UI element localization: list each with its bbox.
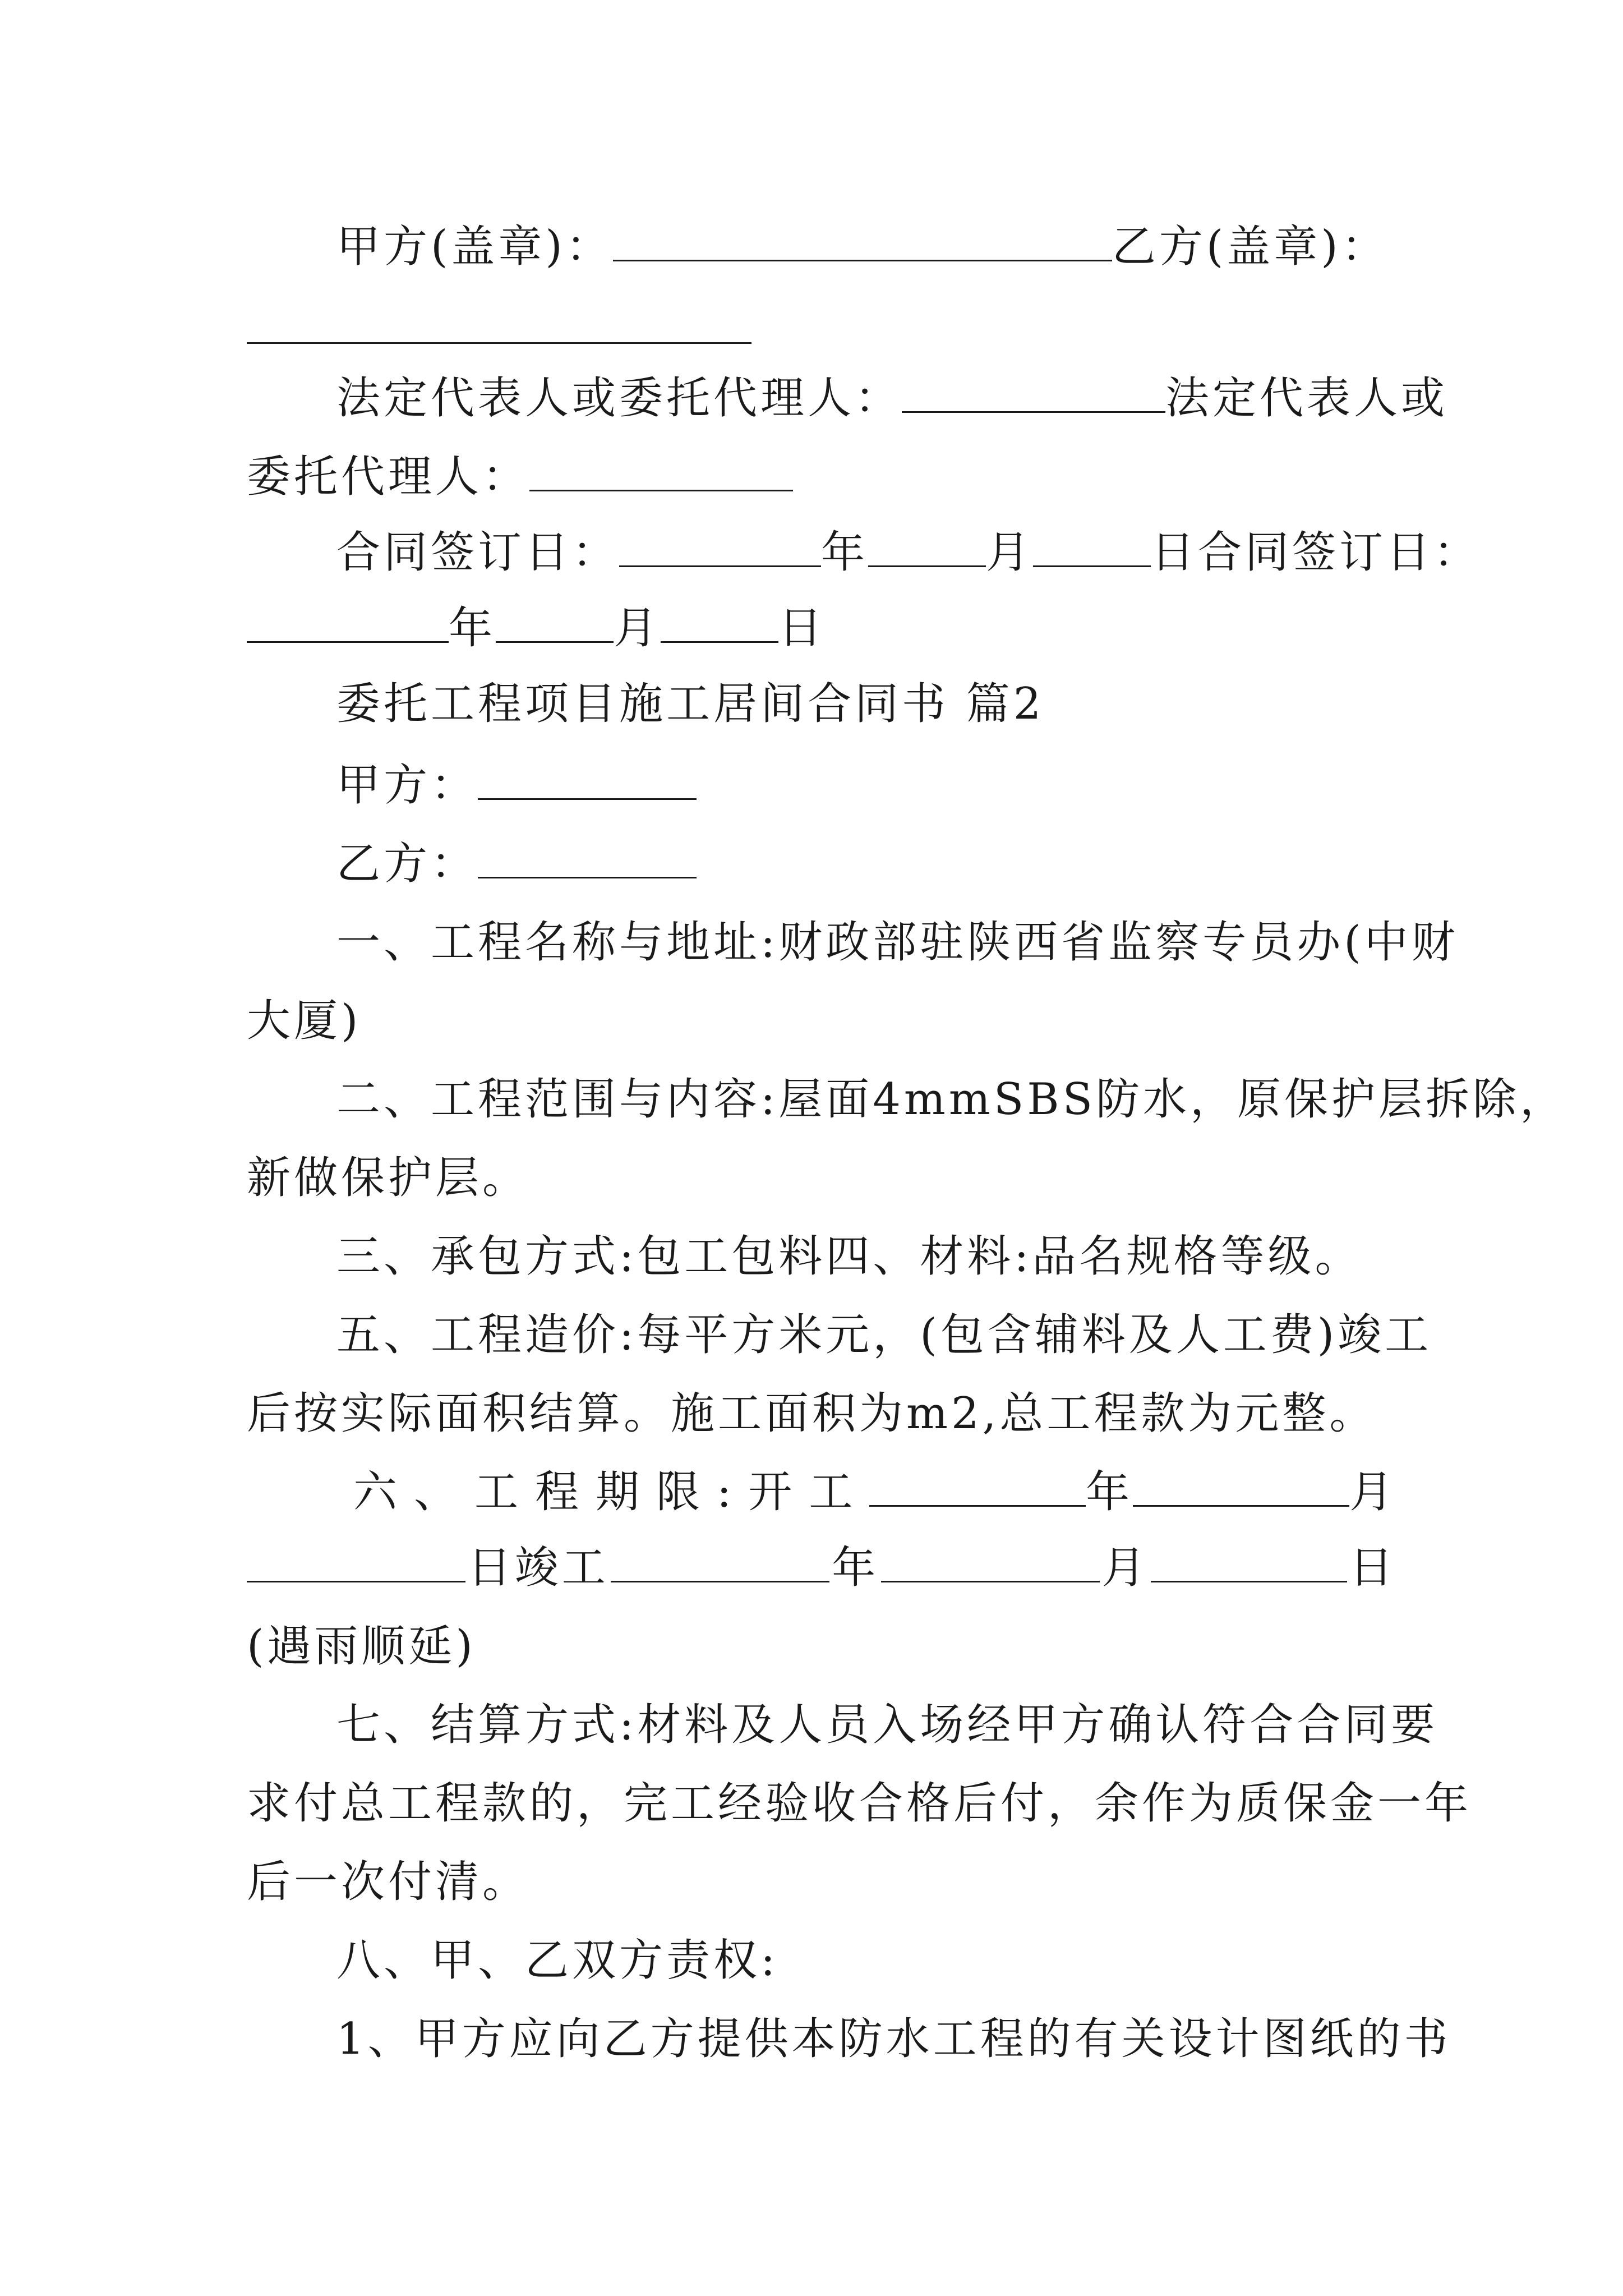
sign-date-b-year: 年 — [449, 603, 496, 654]
sign-date-b-year-blank — [247, 602, 449, 643]
clause-6-start-month: 月 — [1349, 1467, 1396, 1517]
sign-date-month-blank — [868, 526, 986, 567]
party-b-line — [247, 836, 1486, 892]
clause-2-line-1: 二、工程范围与内容:屋面4mmSBS防水，原保护层拆除， — [336, 1074, 1567, 1125]
sign-date-day-blank — [1033, 526, 1151, 567]
party-a-label: 甲方： — [336, 760, 478, 811]
clause-1-line-1: 一、工程名称与地址:财政部驻陕西省监察专员办(中财 — [336, 917, 1459, 968]
clause-6-end-day-blank — [1151, 1542, 1347, 1582]
sign-date-line-cont — [247, 600, 1396, 656]
clause-6-line-1 — [247, 1464, 1396, 1520]
party-b-seal-blank — [247, 297, 751, 344]
clause-8-item-1: 1、甲方应向乙方提供本防水工程的有关设计图纸的书 — [336, 2014, 1451, 2064]
clause-5-line-2: 后按实际面积结算。施工面积为m2,总工程款为元整。 — [247, 1388, 1377, 1439]
legal-rep-label-a: 法定代表人或委托代理人： — [336, 373, 902, 424]
sign-date-label-a: 合同签订日： — [336, 527, 620, 578]
clause-6-end-label: 日竣工 — [467, 1543, 609, 1593]
party-b-label: 乙方： — [336, 839, 478, 889]
clause-6-end-year: 年 — [832, 1543, 879, 1593]
clause-6-line-2 — [247, 1540, 1396, 1596]
clause-6-start-label: 六、工程期限:开工 — [353, 1467, 870, 1517]
clause-7-line-2: 求付总工程款的，完工经验收合格后付，余作为质保金一年 — [247, 1778, 1472, 1829]
party-b-seal-label: 乙方(盖章)： — [1112, 222, 1389, 272]
clause-6-start-month-blank — [1133, 1466, 1349, 1507]
legal-rep-label-b: 法定代表人或 — [1165, 373, 1449, 424]
legal-rep-blank-b — [529, 450, 793, 491]
clause-6-start-day-blank — [247, 1542, 465, 1582]
party-b-seal-blank-line — [247, 297, 1396, 357]
party-a-seal-label: 甲方(盖章)： — [336, 222, 613, 272]
clause-7-line-3: 后一次付清。 — [247, 1857, 530, 1907]
clause-6-start-year: 年 — [1086, 1467, 1133, 1517]
party-a-line — [247, 757, 1486, 813]
clause-8-heading: 八、甲、乙双方责权: — [336, 1935, 779, 1986]
clause-3-4-line: 三、承包方式:包工包料四、材料:品名规格等级。 — [336, 1231, 1362, 1282]
clause-2-line-2: 新做保护层。 — [247, 1153, 530, 1203]
clause-6-end-day: 日 — [1349, 1543, 1396, 1593]
clause-1-line-2: 大厦) — [247, 996, 362, 1046]
sign-date-line — [247, 524, 1486, 581]
clause-6-end-year-blank — [611, 1542, 829, 1582]
party-a-blank — [478, 759, 697, 800]
section-title: 委托工程项目施工居间合同书 篇2 — [336, 679, 1045, 729]
sign-date-b-month: 月 — [614, 603, 661, 654]
sign-date-b-day: 日 — [778, 603, 826, 654]
sign-date-b-month-blank — [496, 602, 614, 643]
sign-date-month: 月 — [986, 527, 1034, 578]
party-b-blank — [478, 838, 697, 878]
signature-line-party-a-b — [247, 219, 1486, 275]
clause-5-line-1: 五、工程造价:每平方米元，(包含辅料及人工费)竣工 — [336, 1310, 1432, 1360]
legal-rep-label-b-cont: 委托代理人： — [247, 452, 530, 502]
sign-date-b-day-blank — [661, 602, 778, 643]
sign-date-day-label-b: 日合同签订日： — [1151, 527, 1481, 578]
sign-date-year: 年 — [821, 527, 869, 578]
clause-6-start-year-blank — [869, 1466, 1086, 1507]
party-a-seal-blank — [613, 220, 1112, 261]
clause-6-line-3: (遇雨顺延) — [247, 1621, 476, 1672]
clause-6-end-month-blank — [881, 1542, 1100, 1582]
clause-7-line-1: 七、结算方式:材料及人员入场经甲方确认符合合同要 — [336, 1700, 1438, 1750]
legal-rep-line-cont — [247, 449, 1396, 505]
legal-rep-blank-a — [902, 372, 1165, 413]
clause-6-end-month: 月 — [1101, 1543, 1149, 1593]
sign-date-year-blank — [619, 526, 821, 567]
legal-rep-line — [247, 370, 1486, 426]
